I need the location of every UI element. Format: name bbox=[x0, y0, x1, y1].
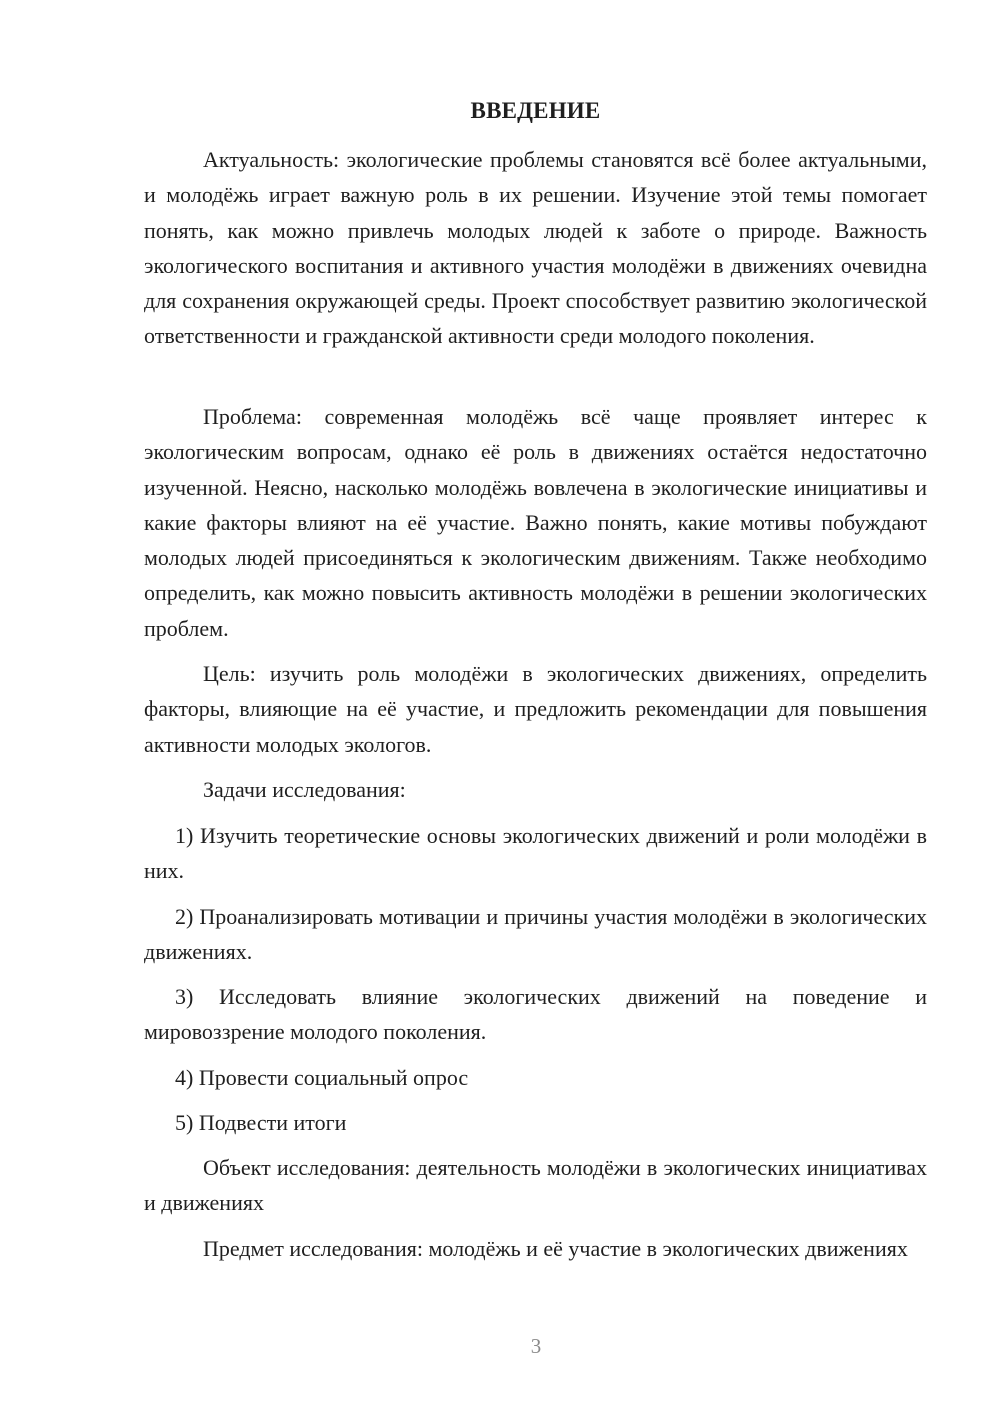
paragraph-object: Объект исследования: деятельность молодёжи в экологических инициативах и движениях bbox=[144, 1155, 927, 1216]
task-item-3: 3) Исследовать влияние экологических движений на поведение и мировоззрение молодого поколения. bbox=[144, 984, 927, 1045]
paragraph-subject: Предмет исследования: молодёжь и её участие в экологических движениях bbox=[203, 1236, 908, 1261]
paragraph-problem: Проблема: современная молодёжь всё чаще проявляет интерес к экологическим вопросам, однако её роль в движениях остаётся недостаточно изученной. Неясно, насколько молодёжь вовлечена в экологические инициативы и какие факторы влияют на её участие. Важно понять, какие мотивы побуждают молодых людей присоединяться к экологическим движениям. Также необходимо определить, как можно повысить активность молодёжи в решении экологических проблем. bbox=[144, 404, 927, 641]
tasks-heading: Задачи исследования: bbox=[203, 777, 406, 802]
page-title: ВВЕДЕНИЕ bbox=[470, 98, 601, 123]
paragraph-goal: Цель: изучить роль молодёжи в экологических движениях, определить факторы, влияющие на её участие, и предложить рекомендации для повышения активности молодых экологов. bbox=[144, 661, 927, 757]
task-item-5: 5) Подвести итоги bbox=[175, 1110, 347, 1135]
task-item-2: 2) Проанализировать мотивации и причины участия молодёжи в экологических движениях. bbox=[144, 904, 927, 965]
task-item-4: 4) Провести социальный опрос bbox=[175, 1065, 469, 1090]
paragraph-relevance: Актуальность: экологические проблемы становятся всё более актуальными, и молодёжь играет важную роль в их решении. Изучение этой темы помогает понять, как можно привлечь молодых людей к заботе о природе. Важность экологического воспитания и активного участия молодёжи в движениях очевидна для сохранения окружающей среды. Проект способствует развитию экологической ответственности и гражданской активности среди молодого поколения. bbox=[144, 147, 927, 349]
task-item-1: 1) Изучить теоретические основы экологических движений и роли молодёжи в них. bbox=[144, 823, 927, 884]
page-number: 3 bbox=[530, 1334, 542, 1358]
